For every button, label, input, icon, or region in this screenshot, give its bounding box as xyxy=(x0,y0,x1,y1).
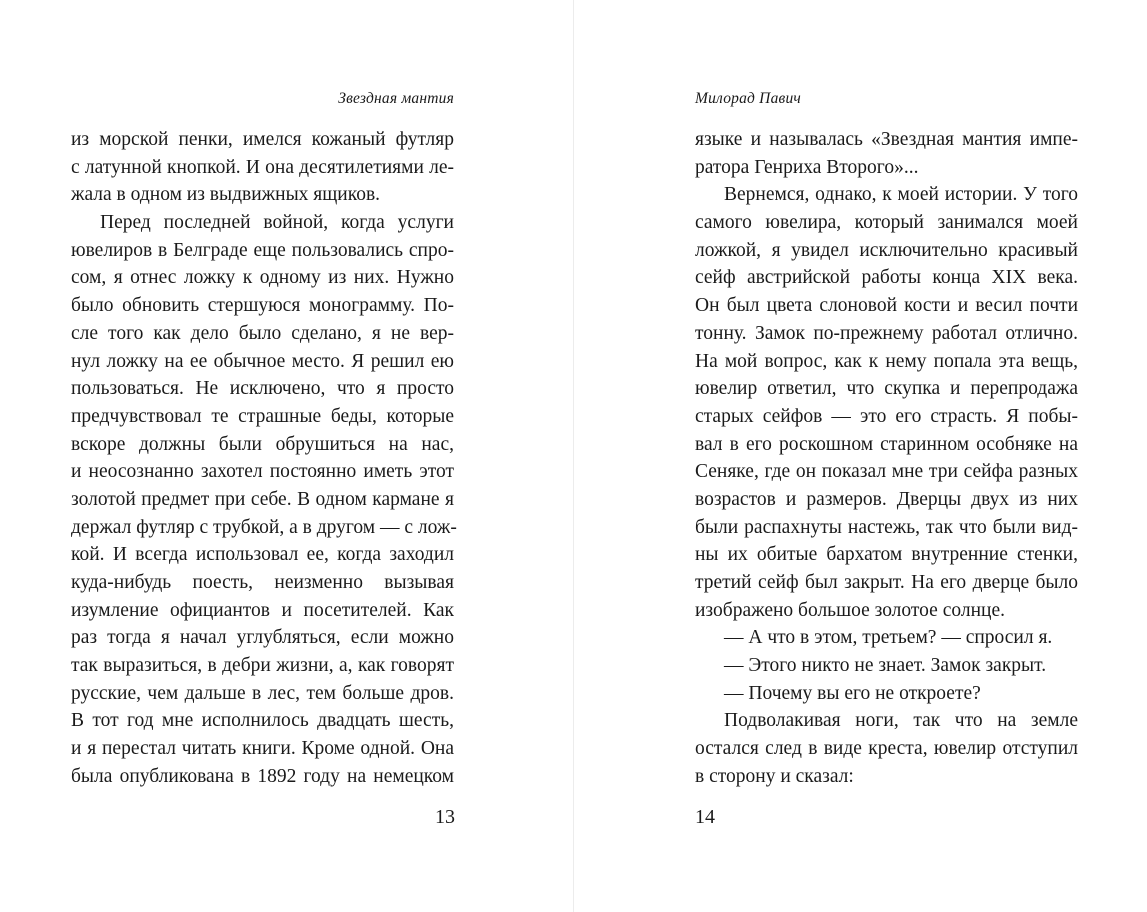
text-line: с латунной кнопкой. И она десятилетиями ле- xyxy=(71,156,454,178)
text-line: остался след в виде креста, ювелир отступил xyxy=(695,738,1078,760)
page-number: 13 xyxy=(435,806,455,828)
text-line: куда-нибудь поесть, неизменно вызывая xyxy=(71,572,454,593)
page-body xyxy=(71,126,457,791)
text-line: старых сейфов — это его страсть. Я побы- xyxy=(695,405,1078,427)
text-line: была опубликована в 1892 году на немецком xyxy=(71,765,454,787)
text-line: ратора Генриха Второго»... xyxy=(695,156,919,178)
text-line: Перед последней войной, когда услуги xyxy=(100,212,454,234)
text-line: так выразиться, в дебри жизни, а, как говорят xyxy=(71,655,454,677)
running-head-author: Милорад Павич xyxy=(695,90,801,107)
text-line: и я перестал читать книги. Кроме одной. Она xyxy=(71,738,454,760)
text-line: нул ложку на ее обычное место. Я решил ею xyxy=(71,350,454,372)
text-line: Он был цвета слоновой кости и весил почти xyxy=(695,295,1078,317)
text-line: В тот год мне исполнилось двадцать шесть, xyxy=(71,710,454,732)
text-line: держал футляр с трубкой, а в другом — с лож- xyxy=(71,516,457,538)
text-line: самого ювелира, который занимался моей xyxy=(695,212,1078,234)
dialogue-line: — Почему вы его не откроете? xyxy=(724,682,981,704)
text-line: русские, чем дальше в лес, тем больше дров. xyxy=(71,682,454,704)
text-line: тонну. Замок по-прежнему работал отлично. xyxy=(695,322,1078,344)
text-line: ложкой, я увидел исключительно красивый xyxy=(695,239,1078,261)
left-page xyxy=(0,0,573,912)
text-line: золотой предмет при себе. В одном кармане я xyxy=(71,488,454,510)
text-line: вскоре должны были обрушиться на нас, xyxy=(71,433,454,455)
text-line: были распахнуты настежь, так что были вид- xyxy=(695,516,1078,538)
text-line: сле того как дело было сделано, я не вер- xyxy=(71,322,454,344)
text-line: раз тогда я начал углубляться, если можно xyxy=(71,627,454,649)
text-line: сом, я отнес ложку к одному из них. Нужно xyxy=(71,267,454,289)
text-line: вал в его роскошном старинном особняке на xyxy=(695,433,1078,455)
text-line: из морской пенки, имелся кожаный футляр xyxy=(71,129,454,150)
text-line: пользоваться. Не исключено, что я просто xyxy=(71,378,454,400)
text-line: и неосознанно захотел постоянно иметь этот xyxy=(71,461,454,483)
text-line: ювелир ответил, что скупка и перепродажа xyxy=(695,378,1078,400)
text-line: ювелиров в Белграде еще пользовались спро- xyxy=(71,239,454,261)
text-line: жала в одном из выдвижных ящиков. xyxy=(71,184,381,206)
text-line: в сторону и сказал: xyxy=(695,765,854,787)
text-line: было обновить стершуюся монограмму. По- xyxy=(71,295,454,317)
running-head-title: Звездная мантия xyxy=(338,90,454,107)
dialogue-line: — Этого никто не знает. Замок закрыт. xyxy=(724,655,1047,677)
text-line: языке и называлась «Звездная мантия импе- xyxy=(695,129,1078,150)
text-line: третий сейф был закрыт. На его дверце было xyxy=(695,572,1078,593)
page-body xyxy=(695,126,1078,791)
text-line: возрастов и размеров. Дверцы двух из них xyxy=(695,488,1078,510)
dialogue-line: — А что в этом, третьем? — спросил я. xyxy=(724,627,1053,649)
text-line: изображено большое золотое солнце. xyxy=(695,599,1005,621)
text-line: ны их обитые бархатом внутренние стенки, xyxy=(695,544,1078,566)
text-line: изумление официантов и посетителей. Как xyxy=(71,599,454,621)
text-line: Вернемся, однако, к моей истории. У того xyxy=(724,184,1078,206)
text-line: На мой вопрос, как к нему попала эта вещь, xyxy=(695,350,1078,372)
right-page xyxy=(574,0,1147,912)
text-line: кой. И всегда использовал ее, когда заходил xyxy=(71,544,454,566)
text-line: предчувствовал те страшные беды, которые xyxy=(71,405,454,427)
text-line: Подволакивая ноги, так что на земле xyxy=(724,710,1078,732)
text-line: Сеняке, где он показал мне три сейфа разных xyxy=(695,461,1078,483)
page-number: 14 xyxy=(695,806,715,828)
text-line: сейф австрийской работы конца XIX века. xyxy=(695,267,1078,289)
